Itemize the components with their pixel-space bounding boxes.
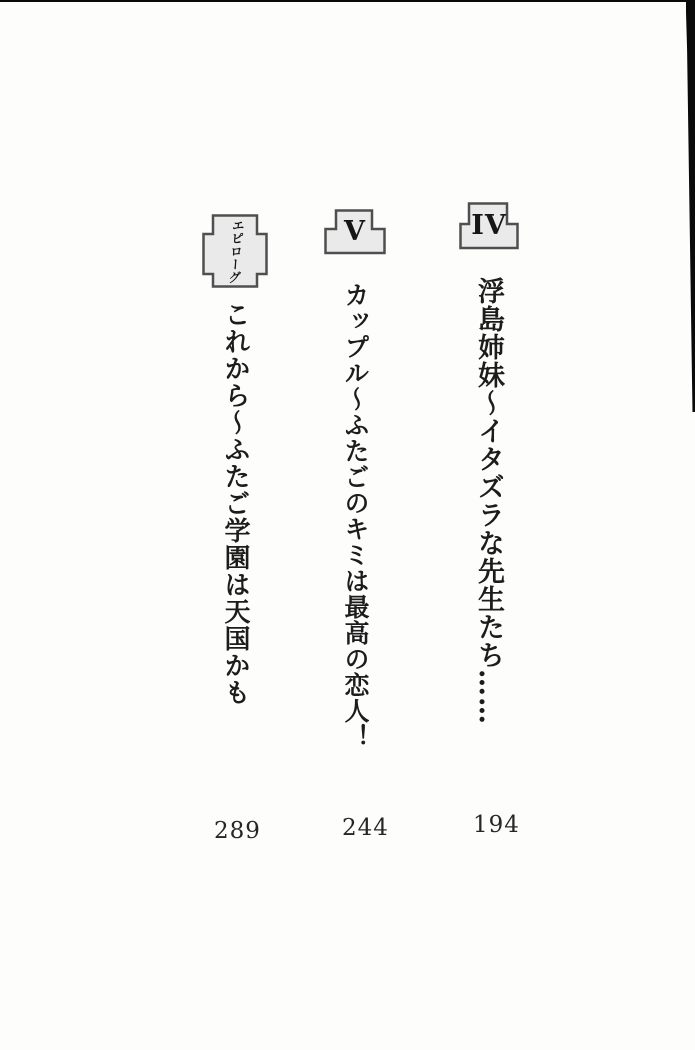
epilogue-badge xyxy=(202,214,268,288)
chapter-v-badge xyxy=(324,209,386,255)
chapter-v-numeral: V xyxy=(344,215,366,247)
epilogue-page-number: 289 xyxy=(214,818,261,844)
chapter-v-title: カップル〜ふたごのキミは最高の恋人！ xyxy=(341,282,370,750)
epilogue-title: これから〜ふたご学園は天国かも xyxy=(220,301,250,706)
chapter-iv-numeral: IV xyxy=(471,209,507,241)
epilogue-badge-label: エピローグ xyxy=(225,217,246,284)
chapter-iv-title: 浮島姉妹〜イタズラな先生たち…… xyxy=(473,277,504,725)
scan-edge-right xyxy=(686,0,695,412)
chapter-v-page-number: 244 xyxy=(342,815,389,841)
chapter-iv-page-number: 194 xyxy=(473,812,520,838)
scan-edge-top xyxy=(0,0,695,2)
chapter-iv-badge xyxy=(459,202,519,250)
